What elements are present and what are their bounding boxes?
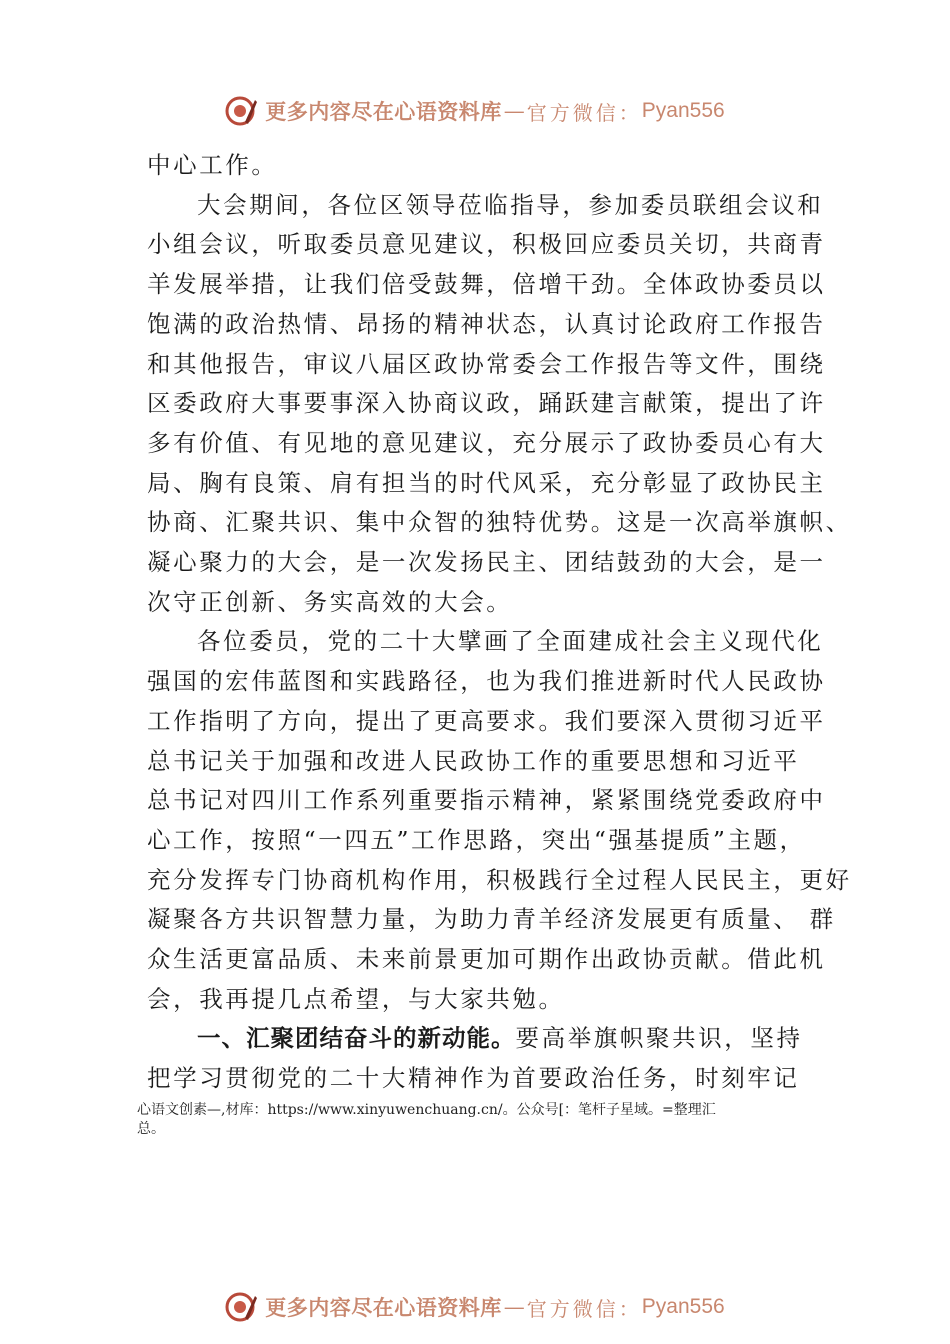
banner-wechat-id: Pyan556 <box>641 1295 725 1318</box>
header-banner <box>0 94 950 128</box>
text-line: 工作指明了方向，提出了更高要求。我们要深入贯彻习近平 <box>147 706 826 735</box>
section-heading-line <box>147 1019 812 1059</box>
text-line: 和其他报告，审议八届区政协常委会工作报告等文件，围绕 <box>147 349 826 378</box>
footnote-line: 心语文创素—,材库：https://www.xinyuwenchuang.cn/。公众号[：笔杆子星域。=整理汇 <box>137 1102 716 1118</box>
text-line: 强国的宏伟蓝图和实践路径，也为我们推进新时代人民政协 <box>147 667 826 696</box>
pen-logo-icon <box>225 1290 259 1324</box>
text-line: 羊发展举措，让我们倍受鼓舞，倍增干劲。全体政协委员以 <box>147 270 826 299</box>
banner-title: 更多内容尽在心语资料库 <box>265 99 502 124</box>
text-line: 各位委员，党的二十大擘画了全面建成社会主义现代化 <box>197 627 824 656</box>
text-line: 次守正创新、务实高效的大会。 <box>147 587 513 616</box>
document-body <box>147 146 852 1099</box>
banner-wechat-id: Pyan556 <box>641 99 725 122</box>
section-heading-tail: 要高举旗帜聚共识，坚持 <box>515 1024 803 1053</box>
footnote-line: 总。 <box>137 1121 165 1137</box>
text-line: 协商、汇聚共识、集中众智的独特优势。这是一次高举旗帜、 <box>147 508 852 537</box>
text-line: 会，我再提几点希望，与大家共勉。 <box>147 984 565 1013</box>
text-line: 把学习贯彻党的二十大精神作为首要政治任务，时刻牢记 <box>147 1064 800 1093</box>
text-line: 多有价值、有见地的意见建议，充分展示了政协委员心有大 <box>147 428 826 457</box>
banner-wechat-label: 官方微信： <box>526 100 642 125</box>
text-line: 中心工作。 <box>147 151 278 179</box>
text-line: 总书记关于加强和改进人民政协工作的重要思想和习近平 <box>147 746 800 775</box>
text-line: 总书记对四川工作系列重要指示精神，紧紧围绕党委政府中 <box>147 786 826 815</box>
source-footnote <box>137 1101 837 1139</box>
banner-separator: — <box>503 99 525 123</box>
text-line: 饱满的政治热情、昂扬的精神状态，认真讨论政府工作报告 <box>147 309 826 338</box>
text-line: 充分发挥专门协商机构作用，积极践行全过程人民民主，更好 <box>147 865 852 894</box>
text-line: 局、胸有良策、肩有担当的时代风采，充分彰显了政协民主 <box>147 468 826 497</box>
text-line: 心工作，按照“一四五”工作思路，突出“强基提质”主题， <box>147 825 806 854</box>
pen-logo-icon <box>225 94 259 128</box>
text-line: 凝聚各方共识智慧力量，为助力青羊经济发展更有质量、 群 <box>147 905 836 934</box>
section-heading: 一、汇聚团结奋斗的新动能。 <box>197 1024 516 1053</box>
text-line: 凝心聚力的大会，是一次发扬民主、团结鼓劲的大会，是一 <box>147 548 826 577</box>
text-line: 众生活更富品质、未来前景更加可期作出政协贡献。借此机 <box>147 945 826 974</box>
banner-title: 更多内容尽在心语资料库 <box>265 1295 502 1320</box>
banner-separator: — <box>503 1295 525 1319</box>
banner-wechat-label: 官方微信： <box>526 1296 642 1321</box>
text-line: 区委政府大事要事深入协商议政，踊跃建言献策，提出了许 <box>147 389 826 418</box>
text-line: 小组会议，听取委员意见建议，积极回应委员关切，共商青 <box>147 230 826 259</box>
text-line: 大会期间，各位区领导莅临指导，参加委员联组会议和 <box>197 190 824 219</box>
footer-banner <box>0 1290 950 1324</box>
